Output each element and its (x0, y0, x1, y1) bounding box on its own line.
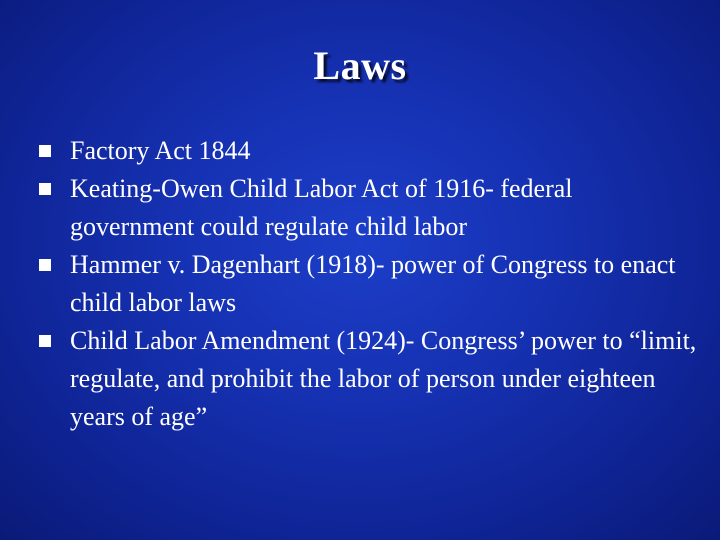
slide-title: Laws (313, 43, 407, 88)
square-bullet-icon (39, 145, 51, 157)
bullet-item (38, 322, 698, 436)
bullet-item (38, 246, 698, 322)
bullet-text: Child Labor Amendment (1924)- Congress’ power to “limit, regulate, and prohibit the labor of person under eighteen years of age” (70, 326, 697, 431)
bullet-item (38, 170, 698, 246)
bullet-item (38, 132, 698, 170)
bullet-text: Factory Act 1844 (70, 136, 251, 165)
bullet-list (38, 132, 698, 436)
square-bullet-icon (39, 259, 51, 271)
square-bullet-icon (39, 183, 51, 195)
bullet-text: Keating-Owen Child Labor Act of 1916- federal government could regulate child labor (70, 174, 573, 241)
bullet-text: Hammer v. Dagenhart (1918)- power of Congress to enact child labor laws (70, 250, 676, 317)
square-bullet-icon (39, 335, 51, 347)
